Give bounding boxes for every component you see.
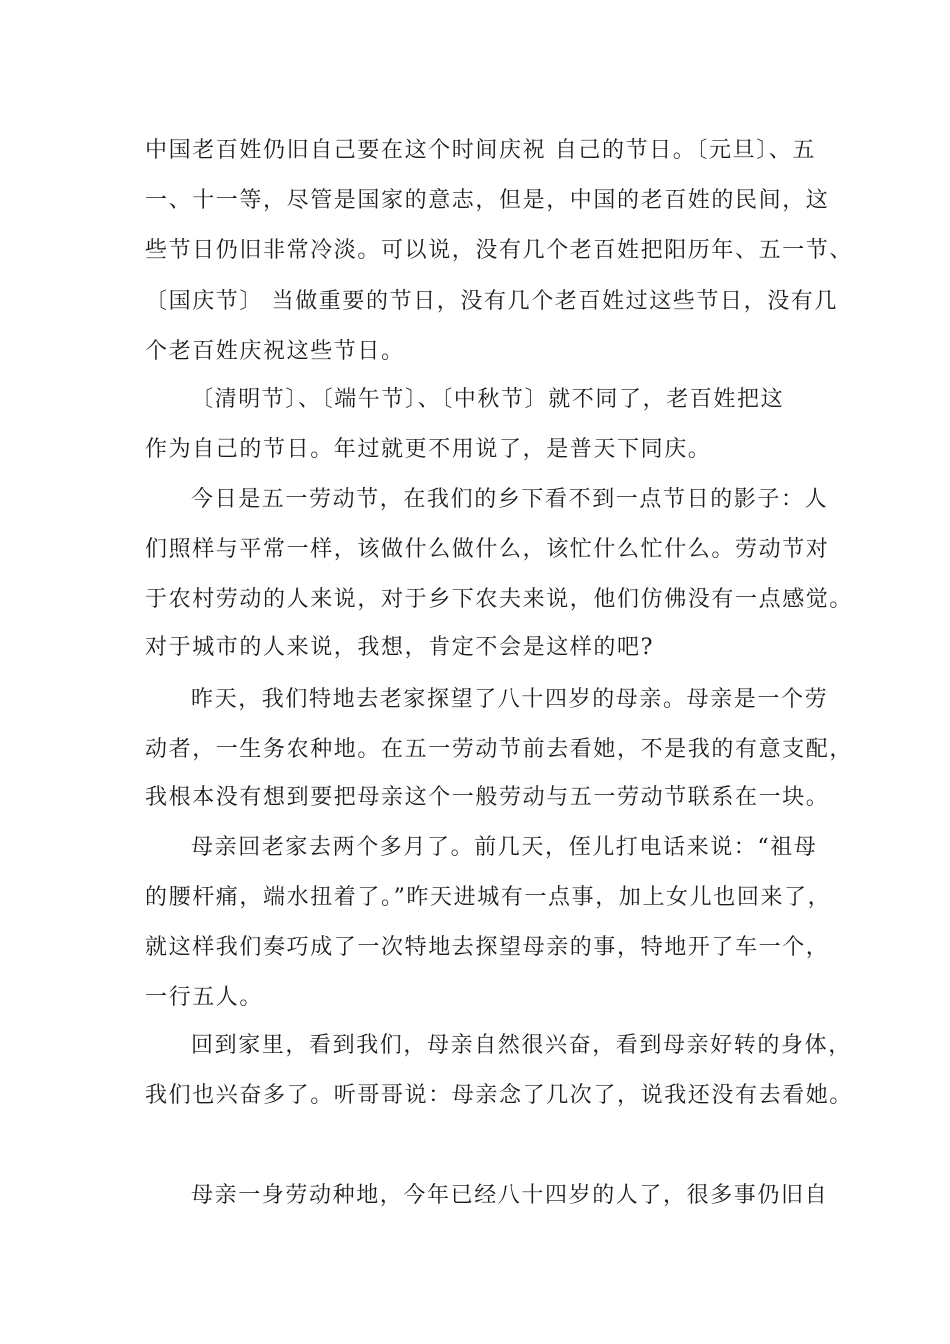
text-line: 母亲一身劳动种地，今年已经八十四岁的人了，很多事仍旧自 xyxy=(191,1183,829,1208)
text-line: 对于城市的人来说，我想，肯定不会是这样的吧? xyxy=(145,635,654,660)
text-line: 回到家里，看到我们，母亲自然很兴奋，看到母亲好转的身体， xyxy=(191,1033,852,1058)
text-line: 作为自己的节日。年过就更不用说了，是普天下同庆。 xyxy=(145,437,712,462)
text-line: 我根本没有想到要把母亲这个一般劳动与五一劳动节联系在一块。 xyxy=(145,785,830,810)
text-line: 今日是五一劳动节，在我们的乡下看不到一点节日的影子：人 xyxy=(191,487,829,512)
text-line: 〔清明节〕、〔端午节〕、〔中秋节〕就不同了，老百姓把这 xyxy=(191,387,785,412)
text-line: 的腰杆痛，端水扭着了。”昨天进城有一点事，加上女儿也回来了， xyxy=(145,885,832,910)
text-line: 一行五人。 xyxy=(145,985,264,1010)
text-line: 就这样我们奏巧成了一次特地去探望母亲的事，特地开了车一个， xyxy=(145,935,830,960)
text-line: 于农村劳动的人来说，对于乡下农夫来说，他们仿佛没有一点感觉。 xyxy=(145,587,854,612)
text-line: 母亲回老家去两个多月了。前几天，侄儿打电话来说：“祖母 xyxy=(191,835,818,860)
text-line: 动者，一生务农种地。在五一劳动节前去看她，不是我的有意支配， xyxy=(145,737,854,762)
text-line: 一、十一等，尽管是国家的意志，但是，中国的老百姓的民间，这 xyxy=(145,188,830,213)
text-line: 中国老百姓仍旧自己要在这个时间庆祝 自己的节日。〔元旦〕、五 xyxy=(145,138,816,163)
text-line: 我们也兴奋多了。听哥哥说：母亲念了几次了，说我还没有去看她。 xyxy=(145,1083,854,1108)
text-line: 些节日仍旧非常冷淡。可以说，没有几个老百姓把阳历年、五一节、 xyxy=(145,238,854,263)
text-line: 们照样与平常一样，该做什么做什么，该忙什么忙什么。劳动节对 xyxy=(145,537,830,562)
text-line: 〔国庆节〕 当做重要的节日，没有几个老百姓过这些节日，没有几 xyxy=(145,289,838,314)
text-line: 个老百姓庆祝这些节日。 xyxy=(145,339,405,364)
text-line: 昨天，我们特地去老家探望了八十四岁的母亲。母亲是一个劳 xyxy=(191,687,829,712)
